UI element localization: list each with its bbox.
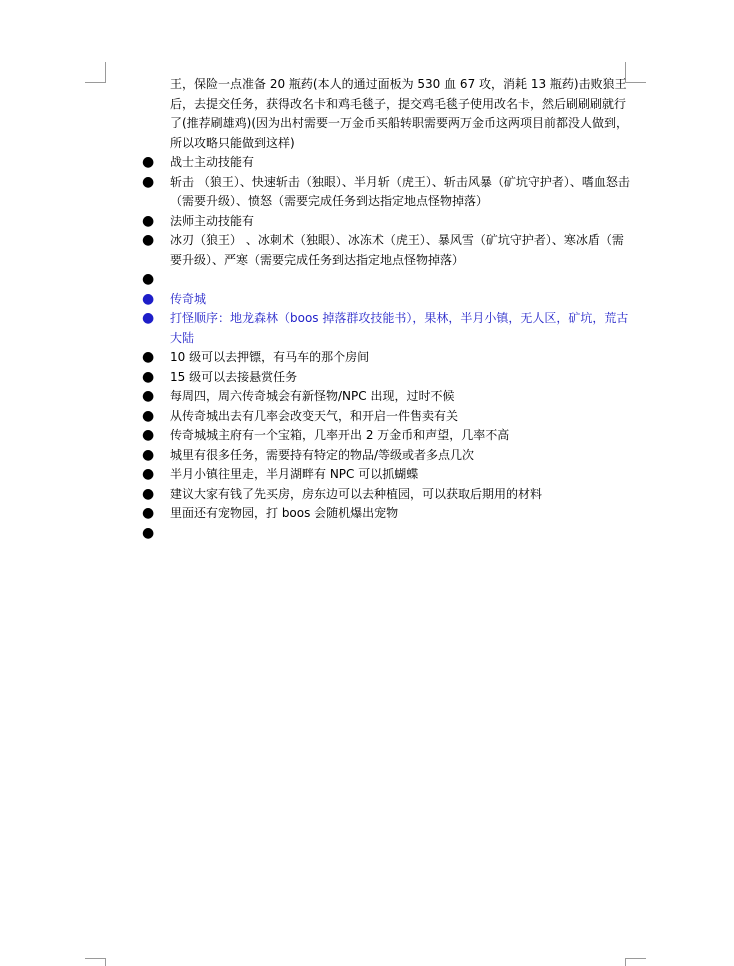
bullet-item — [142, 270, 632, 290]
paragraph-text: 10 级可以去押镖，有马车的那个房间 — [170, 350, 370, 364]
bullet-icon: ● — [142, 524, 155, 541]
bullet-item — [142, 212, 632, 232]
bullet-item — [142, 407, 632, 427]
bullet-item — [142, 153, 632, 173]
document-body — [142, 75, 632, 543]
bullet-item — [142, 485, 632, 505]
bullet-item — [142, 309, 632, 348]
bullet-item — [142, 465, 632, 485]
bullet-icon: ● — [142, 232, 155, 248]
bullet-icon: ● — [142, 271, 155, 287]
paragraph-text: 15 级可以去接悬赏任务 — [170, 369, 298, 384]
bullet-item — [142, 290, 632, 310]
bullet-icon: ● — [142, 349, 155, 365]
bullet-item — [142, 426, 632, 446]
paragraph-text: 城里有很多任务，需要持有特定的物品/等级或者多点几次 — [170, 447, 475, 462]
bullet-item — [142, 446, 632, 466]
paragraph-text: 王，保险一点准备 20 瓶药(本人的通过面板为 530 血 67 攻，消耗 13 瓶药)击败狼王后，去提交任务，获得改名卡和鸡毛毯子，提交鸡毛毯子使用改名卡，然后刷刷刷就行了(推荐刷雄鸡)(因为出村需要一万金币买船转职需要两万金币这两项目前都没人做到，所以攻略只能做到这样) — [170, 77, 629, 150]
bullet-icon: ● — [142, 290, 155, 307]
bullet-icon: ● — [142, 427, 155, 443]
bullet-icon: ● — [142, 446, 155, 463]
bullet-item — [142, 348, 632, 368]
paragraph-text: 建议大家有钱了先买房，房东边可以去种植园，可以获取后期用的材料 — [170, 486, 543, 501]
bullet-icon: ● — [142, 466, 155, 482]
bullet-icon: ● — [142, 485, 155, 502]
bullet-icon: ● — [142, 173, 155, 190]
paragraph-text: 战士主动技能有 — [170, 155, 255, 169]
bullet-icon: ● — [142, 310, 155, 326]
bullet-icon: ● — [142, 505, 155, 521]
crop-mark-bottom-right-h — [626, 958, 646, 959]
paragraph-text: 每周四，周六传奇城会有新怪物/NPC 出现，过时不候 — [170, 389, 455, 403]
bullet-icon: ● — [142, 212, 155, 229]
paragraph-text: 从传奇城出去有几率会改变天气，和开启一件售卖有关 — [170, 408, 459, 423]
bullet-icon: ● — [142, 388, 155, 404]
crop-mark-top-left-h — [85, 82, 105, 83]
paragraph-text: 传奇城城主府有一个宝箱，几率开出 2 万金币和声望，几率不高 — [170, 428, 510, 442]
paragraph — [170, 75, 632, 153]
paragraph-text: 传奇城 — [170, 291, 207, 306]
paragraph-text: 半月小镇往里走，半月湖畔有 NPC 可以抓蝴蝶 — [170, 467, 419, 481]
bullet-item — [142, 504, 632, 524]
crop-mark-top-left-v — [105, 62, 106, 83]
paragraph-text: 冰刃（狼王） 、冰刺术（独眼）、冰冻术（虎王）、暴风雪（矿坑守护者）、寒冰盾（需要升级）、严寒（需要完成任务到达指定地点怪物掉落） — [170, 233, 624, 267]
bullet-icon: ● — [142, 154, 155, 170]
paragraph-text: 打怪顺序：地龙森林（boos 掉落群攻技能书），果林，半月小镇，无人区，矿坑，荒古大陆 — [170, 311, 629, 345]
bullet-item — [142, 173, 632, 212]
crop-mark-bottom-left-v — [105, 958, 106, 966]
bullet-item — [142, 387, 632, 407]
bullet-item — [142, 524, 632, 544]
crop-mark-bottom-right-v — [625, 958, 626, 966]
paragraph-text — [170, 272, 174, 286]
paragraph-text: 斩击 （狼王）、快速斩击（独眼）、半月斩（虎王）、斩击风暴（矿坑守护者）、嗜血怒击（需要升级）、愤怒（需要完成任务到达指定地点怪物掉落） — [170, 174, 630, 208]
bullet-icon: ● — [142, 368, 155, 385]
bullet-icon: ● — [142, 407, 155, 424]
bullet-item — [142, 368, 632, 388]
bullet-item — [142, 231, 632, 270]
paragraph-text — [170, 526, 174, 540]
paragraph-text: 法师主动技能有 — [170, 213, 255, 228]
crop-mark-bottom-left-h — [85, 958, 105, 959]
paragraph-text: 里面还有宠物园，打 boos 会随机爆出宠物 — [170, 506, 399, 520]
